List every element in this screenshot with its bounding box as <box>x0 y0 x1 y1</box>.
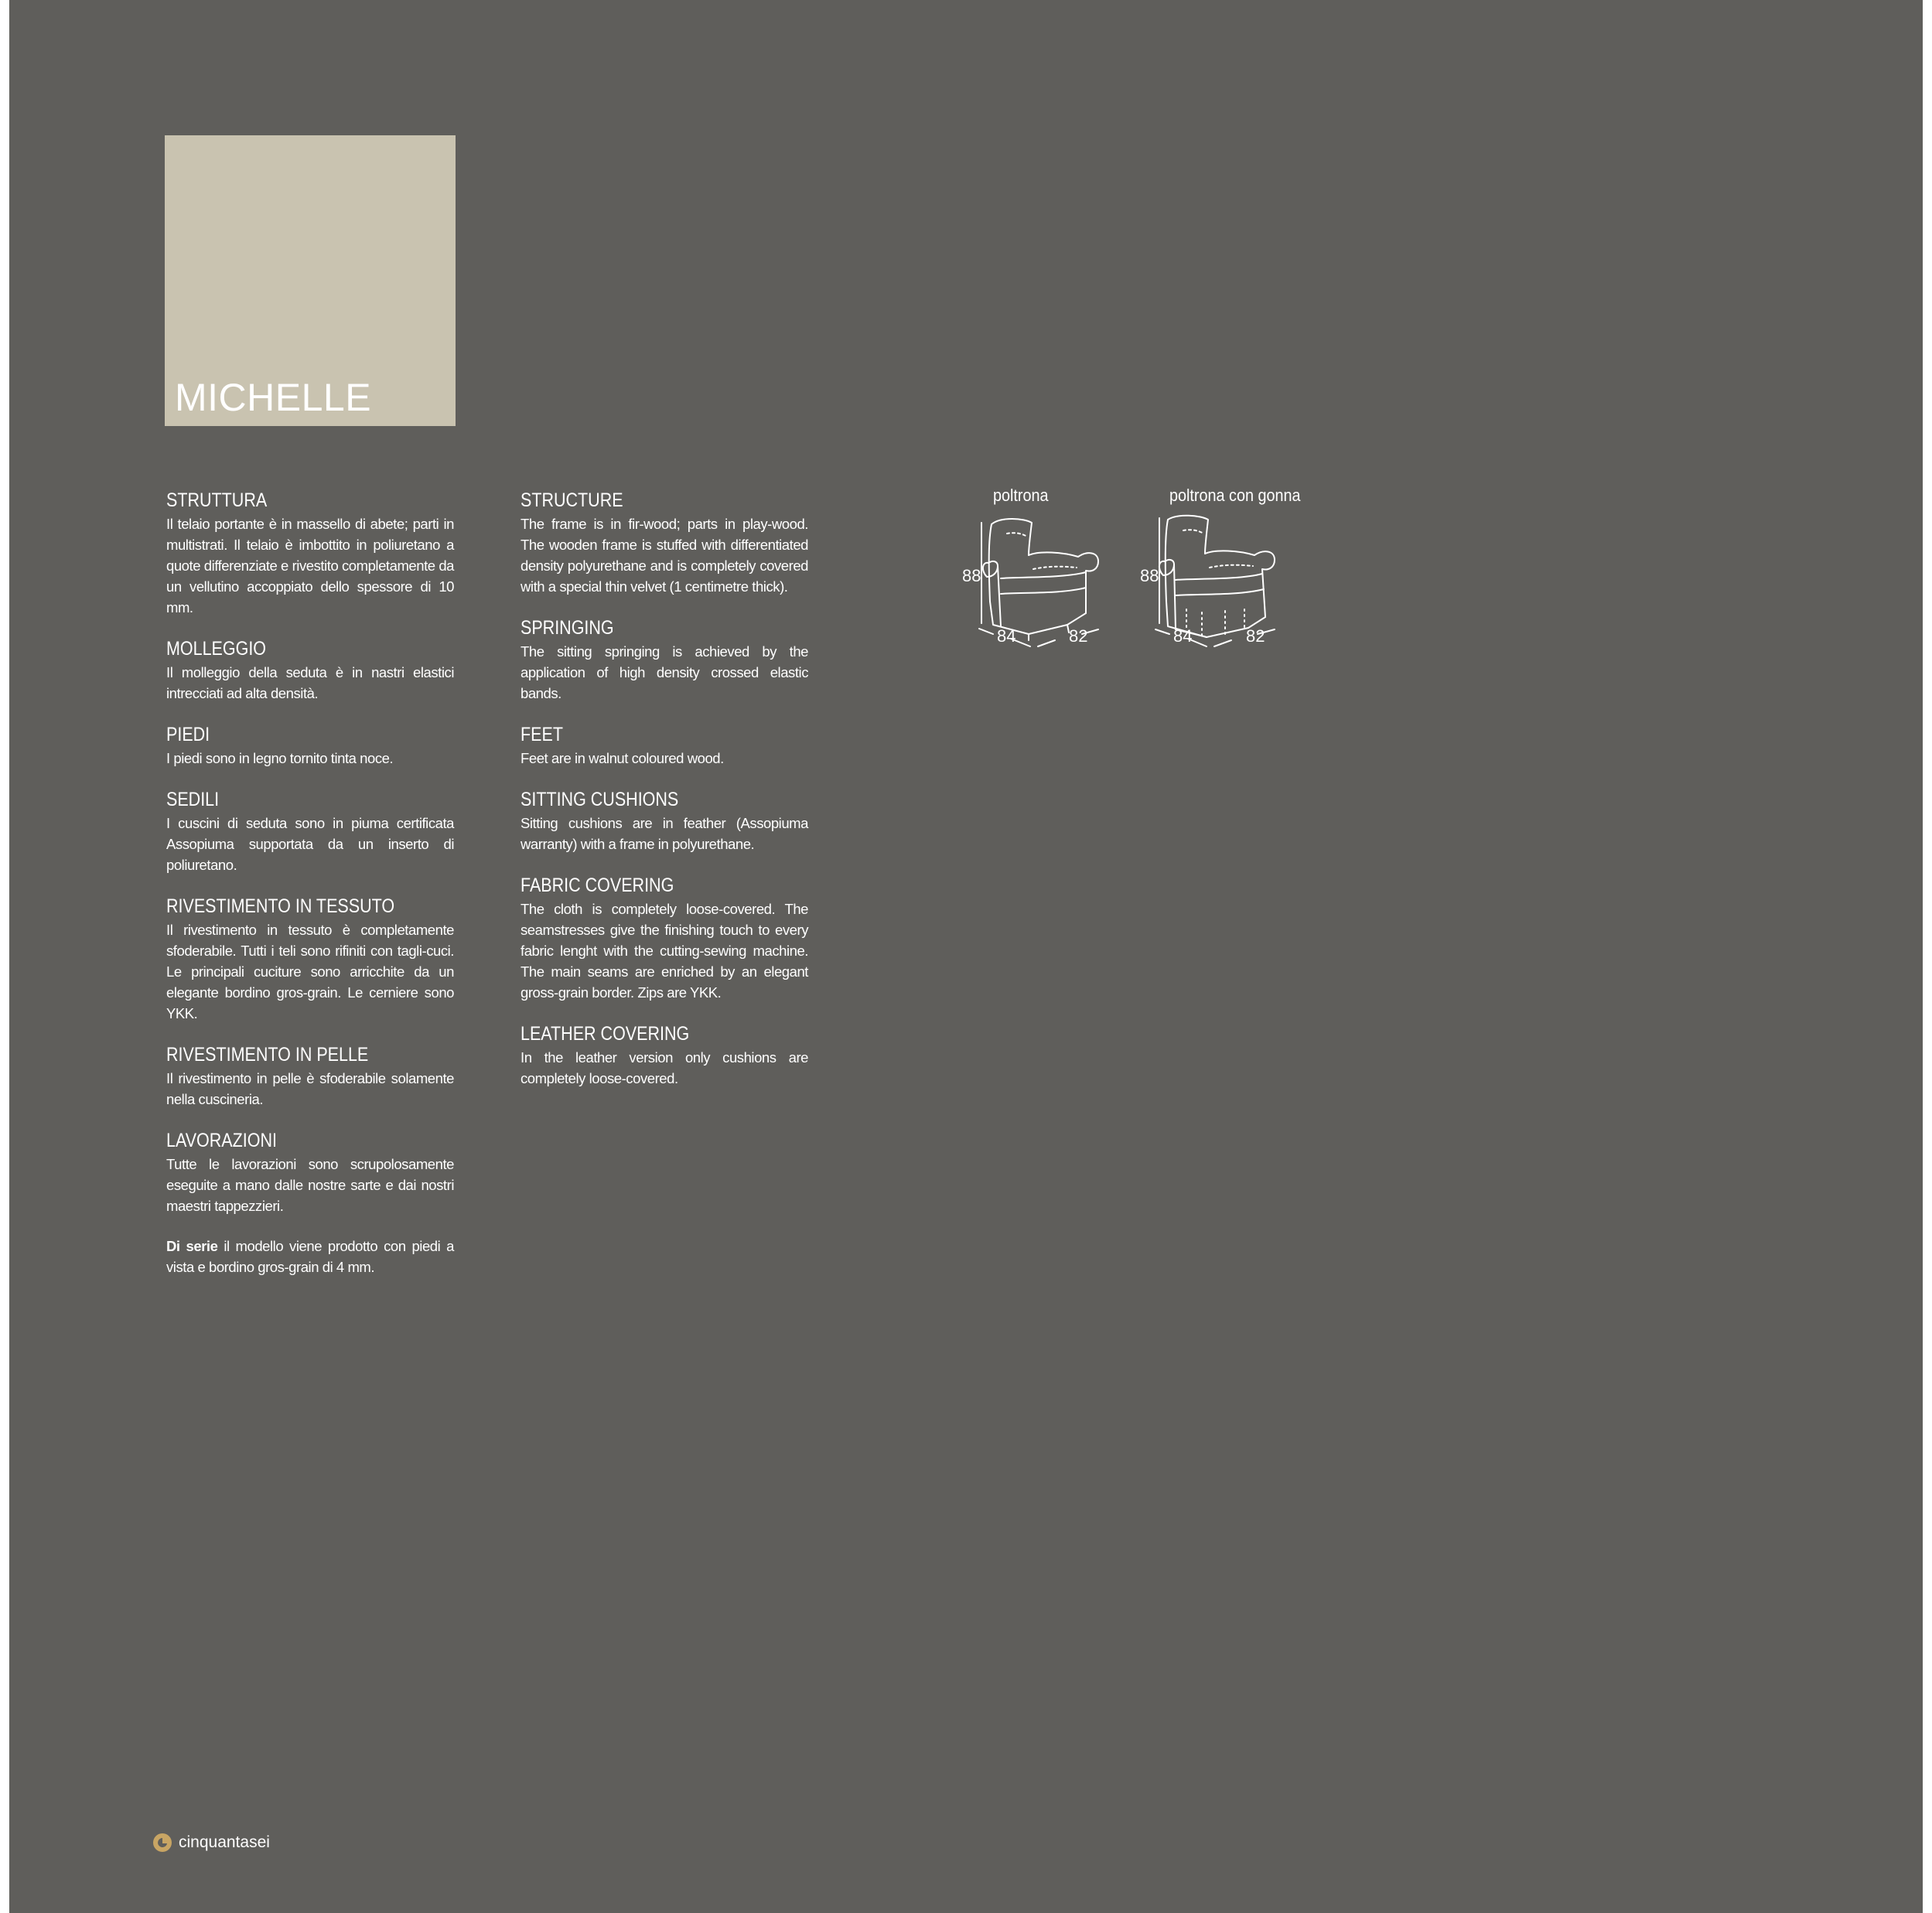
section-text: I cuscini di seduta sono in piuma certificata Assopiuma supportata da un inserto di poliuretano. <box>166 815 454 873</box>
page-number-text: cinquantasei <box>179 1833 270 1851</box>
section-text: The sitting springing is achieved by the application of high density crossed elastic bands. <box>521 643 808 701</box>
section-text: The frame is in fir-wood; parts in play-wood. The wooden frame is stuffed with differentiated density polyurethane and is completely covered with a special thin velvet (1 centimetre thick). <box>521 516 808 595</box>
section-rivestimento-pelle <box>166 1043 454 1110</box>
section-heading: SITTING CUSHIONS <box>521 789 679 810</box>
section-heading: STRUTTURA <box>166 489 268 511</box>
section-text: Sitting cushions are in feather (Assopiuma warranty) with a frame in polyurethane. <box>521 815 808 852</box>
armchair-icon <box>962 486 1140 656</box>
title-box <box>165 135 456 426</box>
section-heading: MOLLEGGIO <box>166 638 267 660</box>
armchair-skirt-icon <box>1140 486 1326 656</box>
section-text: Tutte le lavorazioni sono scrupolosamente eseguite a mano dalle nostre sarte e dai nostri maestri tappezzieri. <box>166 1156 454 1214</box>
section-lavorazioni <box>166 1129 454 1216</box>
section-heading: SPRINGING <box>521 617 614 639</box>
section-heading: STRUCTURE <box>521 489 623 511</box>
product-poltrona-con-gonna <box>1140 486 1326 656</box>
section-text: The cloth is completely loose-covered. The seamstresses give the finishing touch to every fabric lenght with the cutting-sewing machine. The main seams are enriched by an elegant gross-grain border. Zips are YKK. <box>521 901 808 1001</box>
section-structure <box>521 489 808 597</box>
section-text: Il rivestimento in pelle è sfoderabile solamente nella cuscineria. <box>166 1070 454 1107</box>
product-name: poltrona <box>993 486 1049 505</box>
section-feet <box>521 723 808 769</box>
depth-dimension: 82 <box>1246 626 1265 646</box>
italian-column <box>166 489 454 1297</box>
page-footer <box>152 1833 270 1853</box>
section-text: Il telaio portante è in massello di abete; parti in multistrati. Il telaio è imbottito in poliuretano a quote differenziate e rivestito completamente da un vellutino accoppiato dello spessore di 10 mm. <box>166 516 454 616</box>
section-heading: RIVESTIMENTO IN PELLE <box>166 1044 369 1066</box>
section-heading: LAVORAZIONI <box>166 1130 277 1151</box>
section-leather-covering <box>521 1022 808 1089</box>
section-heading: LEATHER COVERING <box>521 1023 690 1045</box>
section-heading: PIEDI <box>166 724 210 745</box>
section-springing <box>521 616 808 704</box>
section-fabric-covering <box>521 874 808 1003</box>
section-heading: FEET <box>521 724 563 745</box>
section-text: Il rivestimento in tessuto è completamente sfoderabile. Tutti i teli sono rifiniti con tagli-cuci. Le principali cuciture sono arricchite da un elegante bordino gros-grain. Le cerniere sono YKK. <box>166 922 454 1021</box>
width-dimension: 84 <box>1173 626 1193 646</box>
brand-logo-icon <box>152 1833 172 1853</box>
section-sedili <box>166 788 454 875</box>
section-text: In the leather version only cushions are completely loose-covered. <box>521 1049 808 1086</box>
section-heading: FABRIC COVERING <box>521 875 674 896</box>
section-rivestimento-tessuto <box>166 895 454 1024</box>
product-name: poltrona con gonna <box>1169 486 1301 505</box>
section-text: I piedi sono in legno tornito tinta noce. <box>166 750 394 766</box>
product-poltrona <box>962 486 1140 656</box>
product-title: MICHELLE <box>175 376 372 419</box>
depth-dimension: 82 <box>1069 626 1088 646</box>
note-body: il modello viene prodotto con piedi a vista e bordino gros-grain di 4 mm. <box>166 1238 455 1275</box>
section-struttura <box>166 489 454 618</box>
height-dimension: 88 <box>962 566 981 585</box>
english-column <box>521 489 808 1108</box>
catalog-page <box>9 0 1923 1913</box>
section-molleggio <box>166 637 454 704</box>
section-text: Il molleggio della seduta è in nastri elastici intrecciati ad alta densità. <box>166 664 454 701</box>
note-text <box>166 1236 454 1277</box>
width-dimension: 84 <box>997 626 1016 646</box>
section-piedi <box>166 723 454 769</box>
section-text: Feet are in walnut coloured wood. <box>521 750 724 766</box>
note-bold: Di serie <box>166 1238 218 1254</box>
height-dimension: 88 <box>1140 566 1159 585</box>
section-heading: RIVESTIMENTO IN TESSUTO <box>166 895 395 917</box>
section-sitting-cushions <box>521 788 808 854</box>
standard-note <box>166 1236 454 1277</box>
section-heading: SEDILI <box>166 789 220 810</box>
